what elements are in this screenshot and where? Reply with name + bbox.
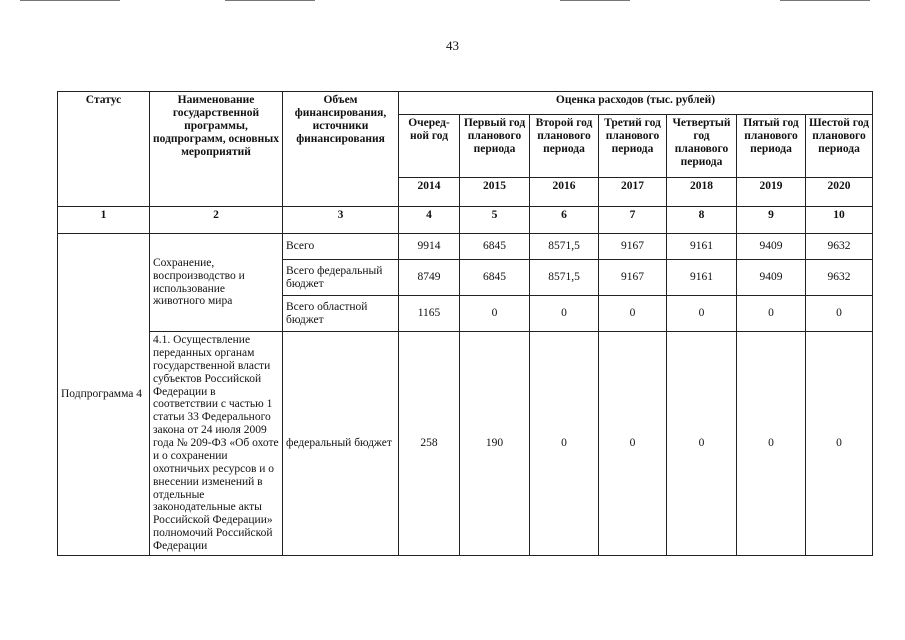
column-number: 3 — [283, 207, 399, 234]
scan-edge-line — [780, 0, 870, 1]
value-cell: 8571,5 — [530, 260, 599, 296]
column-numbers-row — [58, 207, 873, 234]
header-period: Четвертый год планового периода — [667, 115, 737, 178]
value-cell: 0 — [806, 332, 873, 556]
header-name: Наименование государственной программы, подпрограмм, основных мероприятий — [150, 92, 283, 207]
value-cell: 8571,5 — [530, 234, 599, 260]
column-number: 8 — [667, 207, 737, 234]
funding-source: Всего — [283, 234, 399, 260]
column-number: 9 — [737, 207, 806, 234]
value-cell: 0 — [599, 332, 667, 556]
column-number: 2 — [150, 207, 283, 234]
value-cell: 0 — [806, 296, 873, 332]
column-number: 10 — [806, 207, 873, 234]
value-cell: 9914 — [399, 234, 460, 260]
table-row — [58, 332, 873, 556]
value-cell: 0 — [599, 296, 667, 332]
header-period: Очеред-ной год — [399, 115, 460, 178]
funding-source: Всего областной бюджет — [283, 296, 399, 332]
value-cell: 258 — [399, 332, 460, 556]
value-cell: 0 — [667, 296, 737, 332]
header-period: Шестой год планового периода — [806, 115, 873, 178]
subprogram-status: Подпрограмма 4 — [58, 234, 150, 556]
column-number: 1 — [58, 207, 150, 234]
header-period: Второй год планового периода — [530, 115, 599, 178]
value-cell: 9409 — [737, 260, 806, 296]
value-cell: 190 — [460, 332, 530, 556]
budget-table — [57, 91, 873, 556]
value-cell: 8749 — [399, 260, 460, 296]
column-number: 7 — [599, 207, 667, 234]
value-cell: 1165 — [399, 296, 460, 332]
table-row — [58, 234, 873, 260]
header-period: Пятый год планового периода — [737, 115, 806, 178]
value-cell: 6845 — [460, 234, 530, 260]
value-cell: 0 — [737, 332, 806, 556]
column-number: 4 — [399, 207, 460, 234]
value-cell: 0 — [737, 296, 806, 332]
header-volume: Объем финансирования, источники финансирования — [283, 92, 399, 207]
page-number: 43 — [446, 38, 459, 53]
header-row — [58, 92, 873, 115]
funding-source: Всего федеральный бюджет — [283, 260, 399, 296]
scan-edge-line — [225, 0, 315, 1]
year-cell: 2018 — [667, 178, 737, 207]
scan-edge-line — [560, 0, 630, 1]
column-number: 6 — [530, 207, 599, 234]
value-cell: 0 — [530, 332, 599, 556]
scan-edge-line — [20, 0, 120, 1]
value-cell: 0 — [530, 296, 599, 332]
value-cell: 6845 — [460, 260, 530, 296]
year-cell: 2019 — [737, 178, 806, 207]
column-number: 5 — [460, 207, 530, 234]
value-cell: 9161 — [667, 234, 737, 260]
value-cell: 9161 — [667, 260, 737, 296]
value-cell: 9167 — [599, 260, 667, 296]
year-cell: 2016 — [530, 178, 599, 207]
value-cell: 9167 — [599, 234, 667, 260]
header-period: Первый год планового периода — [460, 115, 530, 178]
value-cell: 9409 — [737, 234, 806, 260]
value-cell: 9632 — [806, 234, 873, 260]
value-cell: 0 — [460, 296, 530, 332]
header-status: Статус — [58, 92, 150, 207]
year-cell: 2017 — [599, 178, 667, 207]
header-period: Третий год планового периода — [599, 115, 667, 178]
value-cell: 9632 — [806, 260, 873, 296]
year-cell: 2014 — [399, 178, 460, 207]
value-cell: 0 — [667, 332, 737, 556]
year-cell: 2020 — [806, 178, 873, 207]
measure-name: 4.1. Осуществление переданных органам государственной власти субъектов Российской Федерации в соответствии с частью 1 статьи 33 Федерального закона от 24 июля 2009 года № 209-ФЗ «Об охоте и о сохранении охотничьих ресурсов и о внесении изменений в отдельные законодательные акты Российской Федерации» полномочий Российской Федерации — [150, 332, 283, 556]
funding-source: федеральный бюджет — [283, 332, 399, 556]
header-estimate: Оценка расходов (тыс. рублей) — [399, 92, 873, 115]
subprogram-name: Сохранение, воспроизводство и использование животного мира — [150, 234, 283, 332]
year-cell: 2015 — [460, 178, 530, 207]
